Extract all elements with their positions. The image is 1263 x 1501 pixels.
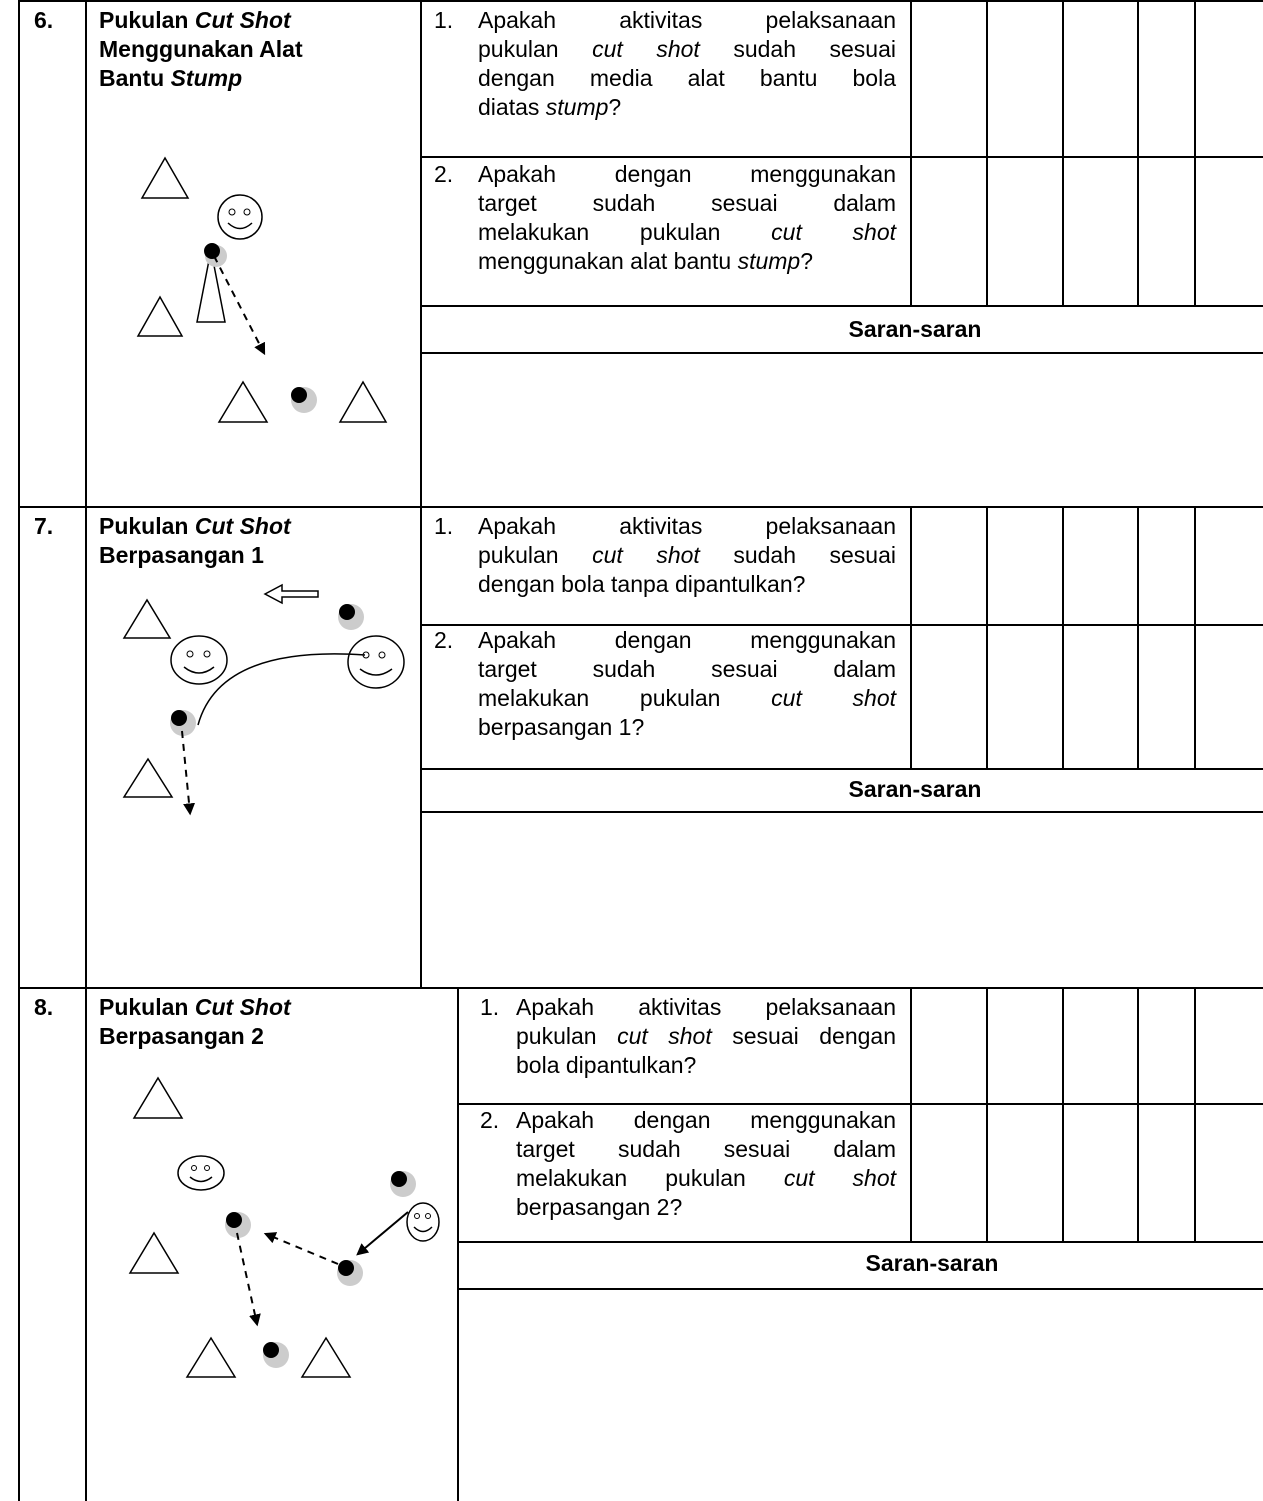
score-col: [1137, 0, 1139, 305]
question-segment: bola dipantulkan?: [516, 1052, 697, 1078]
triangle-cone-icon: [302, 1338, 350, 1377]
title-line: Bantu Stump: [99, 65, 243, 91]
question-line: [478, 684, 896, 713]
question-line: [478, 93, 896, 122]
question-segment: pukulan: [516, 1023, 618, 1049]
triangle-cone-icon: [124, 759, 172, 797]
row-title: [99, 6, 303, 93]
question-text: [516, 1106, 896, 1222]
score-col: [1137, 506, 1139, 768]
arrow-left-icon: [265, 585, 318, 603]
saran-heading: Saran-saran: [848, 776, 982, 802]
saran-heading: Saran-saran: [865, 1250, 999, 1276]
score-col: [986, 506, 988, 768]
question-segment: berpasangan 1?: [478, 714, 645, 740]
score-col: [910, 0, 912, 305]
score-col: [1062, 506, 1064, 768]
question-segment: Apakah dengan menggunakan: [478, 627, 896, 653]
score-col: [910, 506, 912, 768]
question-line: [516, 993, 896, 1022]
question-line: [516, 1051, 896, 1080]
score-col: [1194, 506, 1196, 768]
question-segment: cut shot: [592, 542, 700, 568]
row-title: [99, 993, 291, 1051]
question-divider: [420, 768, 1263, 770]
question-segment: Apakah aktivitas pelaksanaan: [478, 513, 896, 539]
question-line: [516, 1193, 896, 1222]
smiley-player-icon: [348, 636, 404, 688]
question-line: [478, 512, 896, 541]
score-col: [910, 987, 912, 1241]
title-line: Menggunakan Alat: [99, 36, 303, 62]
question-line: [478, 218, 896, 247]
question-line: [478, 655, 896, 684]
question-text: [478, 626, 896, 742]
question-segment: target sudah sesuai dalam: [516, 1136, 896, 1162]
question-line: [516, 1164, 896, 1193]
question-number: 1.: [434, 7, 454, 33]
triangle-cone-icon: [187, 1338, 235, 1377]
drill-diagram: [130, 150, 420, 450]
question-segment: target sudah sesuai dalam: [478, 190, 896, 216]
title-line: Pukulan Cut Shot: [99, 7, 291, 33]
column-divider-title: [457, 987, 459, 1501]
pass-arrow-icon: [358, 1212, 408, 1254]
question-segment: diatas: [478, 94, 546, 120]
question-segment: melakukan pukulan: [516, 1165, 784, 1191]
row-border: [18, 987, 1263, 989]
score-col: [986, 987, 988, 1241]
question-line: [478, 64, 896, 93]
question-segment: ?: [800, 248, 814, 274]
row-title: [99, 512, 291, 570]
score-col: [986, 0, 988, 305]
drill-diagram: [120, 1060, 450, 1380]
score-col: [1194, 987, 1196, 1241]
column-divider-number: [85, 0, 87, 1501]
ball-icon: [338, 604, 364, 630]
title-line: Pukulan Cut Shot: [99, 513, 291, 539]
question-segment: melakukan pukulan: [478, 685, 772, 711]
question-segment: ?: [608, 94, 622, 120]
title-line: Berpasangan 1: [99, 542, 264, 568]
row-border: [18, 506, 1263, 508]
row-number: 7.: [34, 513, 54, 539]
question-segment: menggunakan alat bantu: [478, 248, 738, 274]
question-line: [478, 35, 896, 64]
question-divider: [457, 1241, 1263, 1243]
question-number: 2.: [434, 627, 454, 653]
dashed-arrow-icon: [237, 1233, 257, 1324]
question-segment: Apakah aktivitas pelaksanaan: [478, 7, 896, 33]
smiley-player-icon: [171, 636, 227, 684]
row-number: 8.: [34, 994, 54, 1020]
question-segment: cut shot: [617, 1023, 712, 1049]
question-segment: stump: [737, 248, 801, 274]
question-segment: stump: [545, 94, 609, 120]
triangle-cone-icon: [134, 1078, 182, 1118]
question-line: [478, 247, 896, 276]
question-divider: [457, 1103, 1263, 1105]
question-number: 1.: [480, 994, 500, 1020]
question-segment: Apakah aktivitas pelaksanaan: [516, 994, 896, 1020]
question-divider: [420, 305, 1263, 307]
question-segment: cut shot: [771, 685, 897, 711]
question-line: [516, 1106, 896, 1135]
saran-divider: [457, 1288, 1263, 1290]
saran-heading: Saran-saran: [848, 316, 982, 342]
question-line: [478, 626, 896, 655]
question-segment: Apakah dengan menggunakan: [516, 1107, 896, 1133]
question-line: [478, 189, 896, 218]
ball-path-curve: [198, 654, 365, 725]
question-segment: cut shot: [771, 219, 897, 245]
dashed-arrow-icon: [266, 1234, 338, 1264]
question-text: [478, 512, 896, 599]
question-text: [516, 993, 896, 1080]
ball-icon: [337, 1260, 363, 1286]
question-segment: dengan media alat bantu bola: [478, 65, 896, 91]
ball-icon: [204, 243, 227, 267]
title-line: Berpasangan 2: [99, 1023, 264, 1049]
smiley-player-icon: [407, 1203, 439, 1241]
question-segment: pukulan: [478, 36, 593, 62]
question-line: [478, 6, 896, 35]
question-segment: cut shot: [592, 36, 700, 62]
triangle-cone-icon: [219, 382, 267, 422]
question-line: [478, 570, 896, 599]
question-line: [478, 160, 896, 189]
question-line: [516, 1135, 896, 1164]
question-line: [478, 541, 896, 570]
question-segment: melakukan pukulan: [478, 219, 772, 245]
score-col: [1062, 987, 1064, 1241]
question-segment: sudah sesuai: [699, 36, 897, 62]
score-col: [1062, 0, 1064, 305]
row-border-top: [18, 0, 1263, 2]
drill-diagram: [110, 575, 410, 825]
saran-divider: [420, 352, 1263, 354]
question-line: [516, 1022, 896, 1051]
score-col: [1137, 987, 1139, 1241]
triangle-cone-icon: [142, 158, 188, 198]
question-text: [478, 160, 896, 276]
column-divider-title: [420, 0, 422, 988]
question-segment: sesuai dengan: [711, 1023, 896, 1049]
question-number: 2.: [434, 161, 454, 187]
triangle-cone-icon: [340, 382, 386, 422]
ball-icon: [263, 1342, 289, 1368]
ball-icon: [390, 1171, 416, 1197]
score-col: [1194, 0, 1196, 305]
question-number: 1.: [434, 513, 454, 539]
question-line: [478, 713, 896, 742]
question-segment: cut shot: [783, 1165, 896, 1191]
smiley-player-icon: [218, 195, 262, 239]
question-number: 2.: [480, 1107, 500, 1133]
triangle-cone-icon: [138, 297, 182, 336]
question-segment: Apakah dengan menggunakan: [478, 161, 896, 187]
dashed-arrow-icon: [182, 731, 190, 813]
title-line: Pukulan Cut Shot: [99, 994, 291, 1020]
question-text: [478, 6, 896, 122]
smiley-player-icon: [178, 1156, 224, 1190]
triangle-cone-icon: [124, 600, 170, 638]
saran-divider: [420, 811, 1263, 813]
question-segment: target sudah sesuai dalam: [478, 656, 896, 682]
table-border-left: [18, 0, 20, 1501]
question-segment: sudah sesuai: [699, 542, 897, 568]
question-segment: pukulan: [478, 542, 593, 568]
question-segment: berpasangan 2?: [516, 1194, 683, 1220]
triangle-cone-icon: [130, 1233, 178, 1273]
question-segment: dengan bola tanpa dipantulkan?: [478, 571, 806, 597]
row-number: 6.: [34, 7, 54, 33]
ball-icon: [291, 387, 317, 413]
